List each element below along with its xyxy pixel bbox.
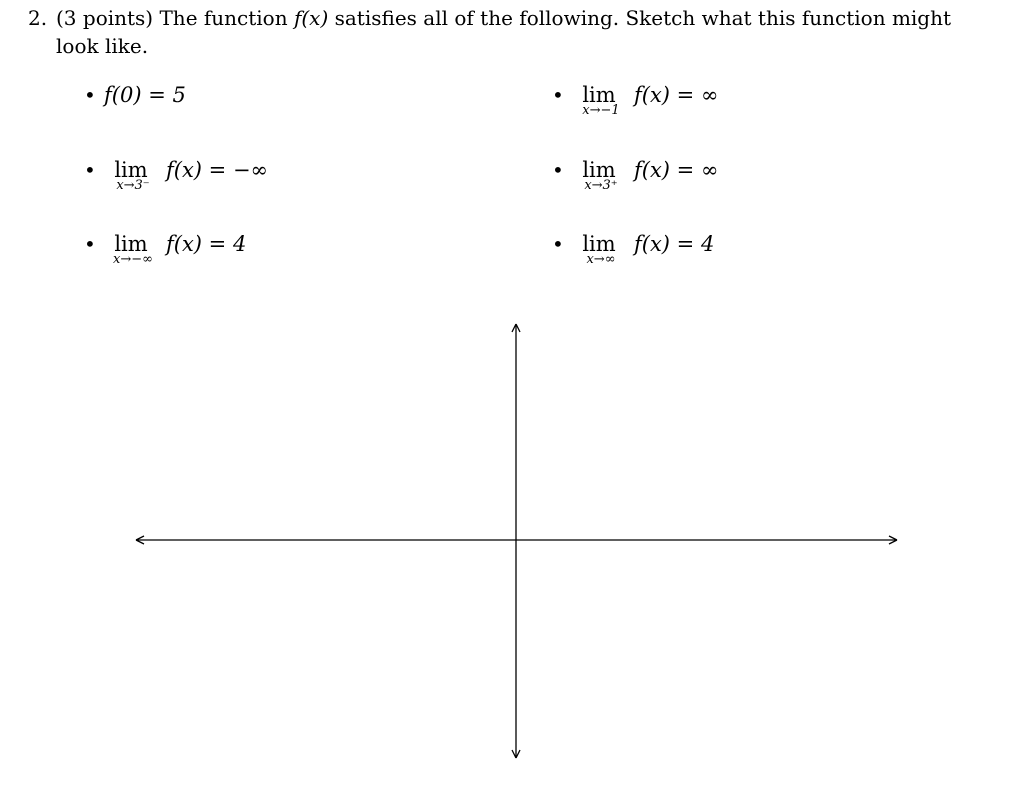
condition-expression: f(x) = ∞ xyxy=(634,158,719,182)
condition-expression: f(x) = 4 xyxy=(634,232,715,256)
problem-number: 2. xyxy=(28,6,48,30)
bullet-marker: • xyxy=(552,232,564,256)
limit-word: lim xyxy=(582,158,616,182)
limit-word: lim xyxy=(582,232,616,256)
limit-subscript: x→3⁺ xyxy=(584,178,618,193)
function-symbol: f(x) xyxy=(293,6,329,30)
condition-expression: f(x) = 4 xyxy=(166,232,247,256)
limit-word: lim xyxy=(582,83,616,107)
limit-subscript: x→−1 xyxy=(582,103,620,118)
limit-subscript: x→∞ xyxy=(586,252,616,267)
limit-word: lim xyxy=(114,158,148,182)
limit-subscript: x→−∞ xyxy=(113,252,153,267)
bullet-marker: • xyxy=(552,83,564,107)
bullet-marker: • xyxy=(84,83,96,107)
limit-word: lim xyxy=(114,232,148,256)
problem-text-after-math: satisfies all of the following. Sketch what this function might look like. xyxy=(56,6,952,58)
condition-expression: f(0) = 5 xyxy=(104,83,186,107)
condition-expression: f(x) = ∞ xyxy=(634,83,719,107)
bullet-marker: • xyxy=(84,232,96,256)
bullet-marker: • xyxy=(552,158,564,182)
problem-text-before-math: (3 points) The function xyxy=(56,6,294,30)
condition-expression: f(x) = −∞ xyxy=(166,158,269,182)
limit-subscript: x→3⁻ xyxy=(116,178,150,193)
bullet-marker: • xyxy=(84,158,96,182)
